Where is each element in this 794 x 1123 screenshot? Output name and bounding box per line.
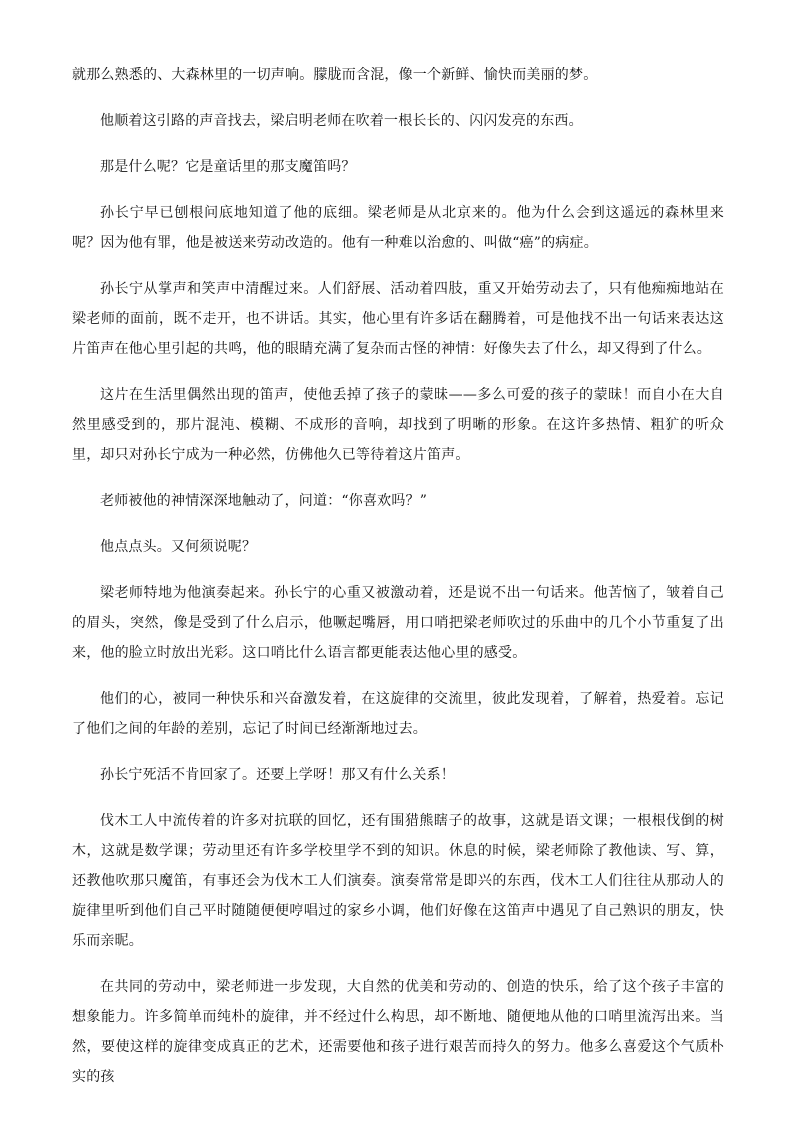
paragraph-10: 他们的心，被同一种快乐和兴奋激发着，在这旋律的交流里，彼此发现着，了解着，热爱着。忘记了他们之间的年龄的差别，忘记了时间已经渐渐地过去。 (72, 691, 724, 737)
paragraph-2: 他顺着这引路的声音找去，梁启明老师在吹着一根长长的、闪闪发亮的东西。 (100, 113, 583, 129)
paragraph-9: 梁老师特地为他演奏起来。孙长宁的心重又被激动着，还是说不出一句话来。他苦恼了，皱着自己的眉头，突然，像是受到了什么启示，他噘起嘴唇，用口哨把梁老师吹过的乐曲中的几个小节重复了出来，他的脸立时放出光彩。这口哨比什么语言都更能表达他心里的感受。 (72, 585, 724, 661)
paragraph-3: 那是什么呢？它是童话里的那支魔笛吗？ (100, 159, 356, 175)
paragraph-12: 伐木工人中流传着的许多对抗联的回忆，还有围猎熊瞎子的故事，这就是语文课；一根根伐倒的树木，这就是数学课；劳动里还有许多学校里学不到的知识。休息的时候，梁老师除了教他读、写、算，还教他吹那只魔笛，有事还会为伐木工人们演奏。演奏常常是即兴的东西，伐木工人们往往从那动人的旋律里听到他们自己平时随随便便哼唱过的家乡小调，他们好像在这笛声中遇见了自己熟识的朋友，快乐而亲昵。 (72, 813, 724, 949)
paragraph-13: 在共同的劳动中，梁老师进一步发现，大自然的优美和劳动的、创造的快乐，给了这个孩子丰富的想象能力。许多简单而纯朴的旋律，并不经过什么构思，却不断地、随便地从他的口哨里流泻出来。当然，要使这样的旋律变成真正的艺术，还需要他和孩子进行艰苦而持久的努力。他多么喜爱这个气质朴实的孩 (72, 979, 724, 1085)
paragraph-7: 老师被他的神情深深地触动了，问道：“你喜欢吗？” (100, 493, 428, 509)
paragraph-1: 就那么熟悉的、大森林里的一切声响。朦胧而含混，像一个新鲜、愉快而美丽的梦。 (72, 67, 598, 83)
paragraph-6: 这片在生活里偶然出现的笛声，使他丢掉了孩子的蒙昧——多么可爱的孩子的蒙昧！而自小在大自然里感受到的，那片混沌、模糊、不成形的音响，却找到了明晰的形象。在这许多热情、粗犷的听众里，却只对孙长宁成为一种必然，仿佛他久已等待着这片笛声。 (72, 387, 724, 463)
paragraph-8: 他点点头。又何须说呢？ (100, 539, 257, 555)
paragraph-11: 孙长宁死活不肯回家了。还要上学呀！那又有什么关系！ (100, 767, 455, 783)
paragraph-5: 孙长宁从掌声和笑声中清醒过来。人们舒展、活动着四肢，重又开始劳动去了，只有他痴痴地站在梁老师的面前，既不走开，也不讲话。其实，他心里有许多话在翻腾着，可是他找不出一句话来表达这片笛声在他心里引起的共鸣，他的眼睛充满了复杂而古怪的神情：好像失去了什么，却又得到了什么。 (72, 281, 724, 357)
paragraph-4: 孙长宁早已刨根问底地知道了他的底细。梁老师是从北京来的。他为什么会到这遥远的森林里来呢？因为他有罪，他是被送来劳动改造的。他有一种难以治愈的、叫做“癌”的病症。 (72, 205, 724, 251)
